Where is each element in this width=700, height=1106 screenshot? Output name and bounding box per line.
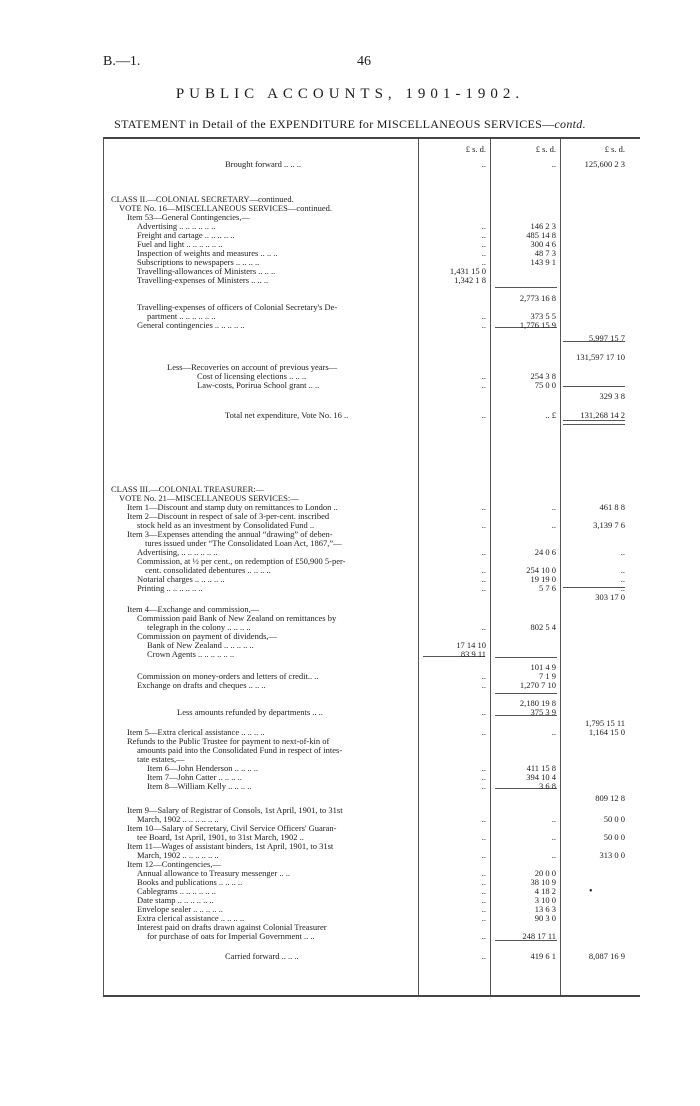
ledger-row-label: March, 1902 .. .. .. .. .. .. [137, 814, 219, 824]
amount-c3: 50 0 0 [603, 832, 625, 842]
document-reference: B.—1. [103, 54, 141, 69]
expenditure-table [103, 137, 640, 997]
ledger-row-label: Fuel and light .. .. .. .. .. .. [137, 239, 223, 249]
amount-c3: 313 0 0 [599, 850, 625, 860]
ledger-row-label: Brought forward .. .. .. [225, 159, 302, 169]
amount-c2: 13 6 3 [534, 904, 556, 914]
amount-c1: .. [481, 547, 486, 557]
ledger-row-label: Item 9—Salary of Registrar of Consols, 1st April, 1901, to 31st [127, 805, 343, 815]
subtotal-rule [563, 386, 625, 387]
amount-c2: 2,773 16 8 [519, 293, 556, 303]
ledger-row-label: Law-costs, Porirua School grant .. .. [197, 380, 320, 390]
column-heading-1: £ s. d. [465, 144, 486, 154]
amount-c3: 5,997 15 7 [588, 333, 625, 343]
amount-c1: .. [481, 502, 486, 512]
amount-c1: .. [481, 671, 486, 681]
amount-c2: .. [551, 159, 556, 169]
ledger-row-label: Commission, at ½ per cent., on redemption of £50,900 5-per- [137, 556, 346, 566]
ledger-row-label: VOTE No. 16—MISCELLANEOUS SERVICES—continued. [119, 203, 332, 213]
amount-c1: .. [481, 763, 486, 773]
amount-c2: .. [551, 502, 556, 512]
amount-c3: 131,597 17 10 [576, 352, 625, 362]
amount-c1: .. [481, 565, 486, 575]
ledger-row-label: Envelope sealer .. .. .. .. .. [137, 904, 223, 914]
amount-c1: .. [481, 311, 486, 321]
amount-c2: 373 5 5 [530, 311, 556, 321]
amount-c1: .. [481, 951, 486, 961]
amount-c1: .. [481, 574, 486, 584]
ledger-row-label: Travelling-expenses of officers of Colonial Secretary's De- [137, 302, 338, 312]
total-double-rule [563, 420, 625, 425]
amount-c1: .. [481, 814, 486, 824]
ledger-row-label: Printing .. .. .. .. .. .. [137, 583, 203, 593]
ledger-row-label: amounts paid into the Consolidated Fund in respect of intes- [137, 745, 343, 755]
ink-mark: • [589, 886, 593, 897]
amount-c1: .. [481, 159, 486, 169]
left-border [103, 139, 104, 995]
amount-c2: 3 6 8 [539, 781, 556, 791]
ledger-row-label: Total net expenditure, Vote No. 16 .. [225, 410, 349, 420]
amount-c3: 3,139 7 6 [593, 520, 625, 530]
subtitle-contd: contd. [554, 117, 586, 131]
ledger-row-label: Advertising, .. .. .. .. .. .. [137, 547, 218, 557]
ledger-row-label: Item 1—Discount and stamp duty on remittances to London .. [127, 502, 338, 512]
amount-c3: 303 17 0 [595, 592, 625, 602]
ledger-row-label: General contingencies .. .. .. .. .. [137, 320, 245, 330]
ledger-row-label: Item 8—William Kelly .. .. .. .. [147, 781, 252, 791]
column-divider-2 [490, 139, 491, 995]
ledger-row-label: tate estates,— [137, 754, 185, 764]
amount-c1: .. [481, 931, 486, 941]
amount-c1: .. [481, 772, 486, 782]
amount-c2: 48 7 3 [534, 248, 556, 258]
amount-c3: .. [620, 574, 625, 584]
amount-c1: .. [481, 832, 486, 842]
amount-c1: .. [481, 257, 486, 267]
amount-c2: .. [551, 520, 556, 530]
ledger-row-label: Refunds to the Public Trustee for payment to next-of-kin of [127, 736, 330, 746]
amount-c2: .. £ [545, 410, 556, 420]
amount-c2: 254 3 8 [530, 371, 556, 381]
ledger-row-label: Books and publications .. .. .. .. [137, 877, 243, 887]
amount-c2: 7 1 9 [539, 671, 556, 681]
ledger-row-label: CLASS II.—COLONIAL SECRETARY—continued. [111, 194, 294, 204]
ledger-row-label: Less—Recoveries on account of previous years— [167, 362, 338, 372]
ledger-row-label: Crown Agents .. .. .. .. .. .. [147, 649, 235, 659]
amount-c1: 1,342 1 8 [454, 275, 486, 285]
column-divider-3 [560, 139, 561, 995]
column-heading-2: £ s. d. [535, 144, 556, 154]
amount-c1: .. [481, 707, 486, 717]
ledger-row-label: Advertising .. .. .. .. .. .. [137, 221, 216, 231]
amount-c2: 411 15 8 [526, 763, 556, 773]
amount-c2: 19 19 0 [530, 574, 556, 584]
amount-c2: 38 10 9 [530, 877, 556, 887]
amount-c1: 1,431 15 0 [449, 266, 486, 276]
ledger-row-label: Extra clerical assistance .. .. .. .. [137, 913, 245, 923]
amount-c2: 146 2 3 [530, 221, 556, 231]
amount-c2: 1,776 15 9 [519, 320, 556, 330]
amount-c2: 20 0 0 [534, 868, 556, 878]
amount-c1: .. [481, 850, 486, 860]
amount-c1: .. [481, 239, 486, 249]
amount-c1: .. [481, 904, 486, 914]
amount-c3: 50 0 0 [603, 814, 625, 824]
ledger-row-label: tee Board, 1st April, 1901, to 31st March, 1902 .. [137, 832, 304, 842]
amount-c3: 125,600 2 3 [584, 159, 625, 169]
ledger-row-label: Cablegrams .. .. .. .. .. .. [137, 886, 216, 896]
ledger-row-label: Carried forward .. .. .. [225, 951, 299, 961]
ledger-row-label: Item 4—Exchange and commission,— [127, 604, 260, 614]
amount-c1: .. [481, 371, 486, 381]
amount-c2: .. [551, 727, 556, 737]
ledger-row-label: Item 5—Extra clerical assistance .. .. .. .. [127, 727, 265, 737]
amount-c2: 75 0 0 [534, 380, 556, 390]
amount-c1: .. [481, 680, 486, 690]
amount-c3: 1,164 15 0 [588, 727, 625, 737]
amount-c2: 419 6 1 [530, 951, 556, 961]
amount-c3: 8,087 16 9 [588, 951, 625, 961]
ledger-row-label: Travelling-allowances of Ministers .. .. .. [137, 266, 276, 276]
ledger-row-label: telegraph in the colony .. .. .. .. [147, 622, 251, 632]
amount-c3: .. [620, 547, 625, 557]
amount-c2: .. [551, 814, 556, 824]
ledger-row-label: partment .. .. .. .. .. .. [147, 311, 216, 321]
subtotal-rule [495, 657, 557, 658]
ledger-row-label: Cost of licensing elections .. .. .. [197, 371, 307, 381]
ledger-row-label: Item 12—Contingencies,— [127, 859, 221, 869]
ledger-row-label: Commission on money-orders and letters of credit.. .. [137, 671, 319, 681]
page-title: PUBLIC ACCOUNTS, 1901-1902. [175, 86, 525, 102]
amount-c2: 4 18 2 [534, 886, 556, 896]
ledger-row-label: Commission on payment of dividends,— [137, 631, 278, 641]
amount-c1: .. [481, 221, 486, 231]
amount-c2: 248 17 11 [522, 931, 556, 941]
amount-c2: 143 9 1 [530, 257, 556, 267]
amount-c1: .. [481, 895, 486, 905]
ledger-row-label: Subscriptions to newspapers .. .. .. .. [137, 257, 260, 267]
amount-c3: 809 12 8 [595, 793, 625, 803]
amount-c1: .. [481, 520, 486, 530]
column-divider-1 [418, 139, 419, 995]
amount-c2: 375 3 9 [530, 707, 556, 717]
ledger-row-label: Item 11—Wages of assistant binders, 1st April, 1901, to 31st [127, 841, 334, 851]
ledger-row-label: Bank of New Zealand .. .. .. .. .. [147, 640, 254, 650]
statement-subtitle [0, 117, 700, 132]
amount-c3: 1,795 15 11 [584, 718, 625, 728]
ledger-row-label: stock held as an investment by Consolidated Fund .. [137, 520, 315, 530]
amount-c2: 24 0 6 [534, 547, 556, 557]
amount-c1: .. [481, 877, 486, 887]
amount-c1: .. [481, 886, 486, 896]
amount-c3: 131,268 14 2 [580, 410, 625, 420]
amount-c2: .. [551, 832, 556, 842]
ledger-row-label: March, 1902 .. .. .. .. .. .. [137, 850, 219, 860]
subtotal-rule [495, 287, 557, 288]
amount-c1: 83 9 11 [460, 649, 486, 659]
amount-c1: .. [481, 622, 486, 632]
amount-c1: .. [481, 913, 486, 923]
amount-c2: 394 10 4 [526, 772, 556, 782]
ledger-row-label: Less amounts refunded by departments .. .. [177, 707, 323, 717]
amount-c2: 802 5 4 [530, 622, 556, 632]
ledger-row-label: Item 2—Discount in respect of sale of 3-per-cent. inscribed [127, 511, 330, 521]
page-number: 46 [357, 54, 371, 69]
amount-c1: .. [481, 248, 486, 258]
amount-c3: .. [620, 583, 625, 593]
amount-c2: 300 4 6 [530, 239, 556, 249]
column-heading-3: £ s. d. [604, 144, 625, 154]
ledger-row-label: Exchange on drafts and cheques .. .. .. [137, 680, 266, 690]
amount-c1: .. [481, 230, 486, 240]
amount-c2: .. [551, 850, 556, 860]
amount-c1: .. [481, 410, 486, 420]
amount-c3: .. [620, 565, 625, 575]
amount-c1: .. [481, 781, 486, 791]
ledger-row-label: Item 53—General Contingencies,— [127, 212, 250, 222]
ledger-row-label: Travelling-expenses of Ministers .. .. .. [137, 275, 269, 285]
ledger-row-label: Item 3—Expenses attending the annual “drawing” of deben- [127, 529, 333, 539]
amount-c2: 1,270 7 10 [519, 680, 556, 690]
ledger-row-label: CLASS III.—COLONIAL TREASURER:— [111, 484, 265, 494]
amount-c1: .. [481, 727, 486, 737]
ledger-row-label: Item 10—Salary of Secretary, Civil Service Officers' Guaran- [127, 823, 337, 833]
subtotal-rule [495, 693, 557, 694]
ledger-row-label: Date stamp .. .. .. .. .. .. [137, 895, 214, 905]
amount-c2: 90 3 0 [534, 913, 556, 923]
amount-c2: 3 10 0 [534, 895, 556, 905]
amount-c1: .. [481, 380, 486, 390]
ledger-row-label: Commission paid Bank of New Zealand on remittances by [137, 613, 337, 623]
amount-c3: 329 3 8 [599, 391, 625, 401]
ledger-row-label: Item 6—John Henderson .. .. .. .. [147, 763, 258, 773]
amount-c2: 2,180 19 8 [519, 698, 556, 708]
amount-c1: 17 14 10 [456, 640, 486, 650]
ledger-row-label: for purchase of oats for Imperial Government .. .. [147, 931, 315, 941]
amount-c2: 485 14 8 [526, 230, 556, 240]
ledger-row-label: Annual allowance to Treasury messenger .. .. [137, 868, 290, 878]
ledger-row-label: Interest paid on drafts drawn against Colonial Treasurer [137, 922, 327, 932]
amount-c2: 254 10 0 [526, 565, 556, 575]
ledger-row-label: VOTE No. 21—MISCELLANEOUS SERVICES:— [119, 493, 299, 503]
amount-c1: .. [481, 583, 486, 593]
amount-c2: 5 7 6 [539, 583, 556, 593]
ledger-row-label: Freight and cartage .. .. .. .. .. [137, 230, 235, 240]
ledger-row-label: tures issued under “The Consolidated Loan Act, 1867,”— [145, 538, 342, 548]
amount-c1: .. [481, 868, 486, 878]
ledger-row-label: cent. consolidated debentures .. .. .. .. [145, 565, 271, 575]
amount-c2: 101 4 9 [530, 662, 556, 672]
ledger-row-label: Inspection of weights and measures .. .. .. [137, 248, 278, 258]
subtitle-text: STATEMENT in Detail of the EXPENDITURE for MISCELLANEOUS SERVICES— [114, 117, 555, 131]
amount-c1: .. [481, 320, 486, 330]
ledger-row-label: Notarial charges .. .. .. .. .. [137, 574, 225, 584]
amount-c3: 461 8 8 [599, 502, 625, 512]
ledger-row-label: Item 7—John Catter .. .. .. .. [147, 772, 242, 782]
